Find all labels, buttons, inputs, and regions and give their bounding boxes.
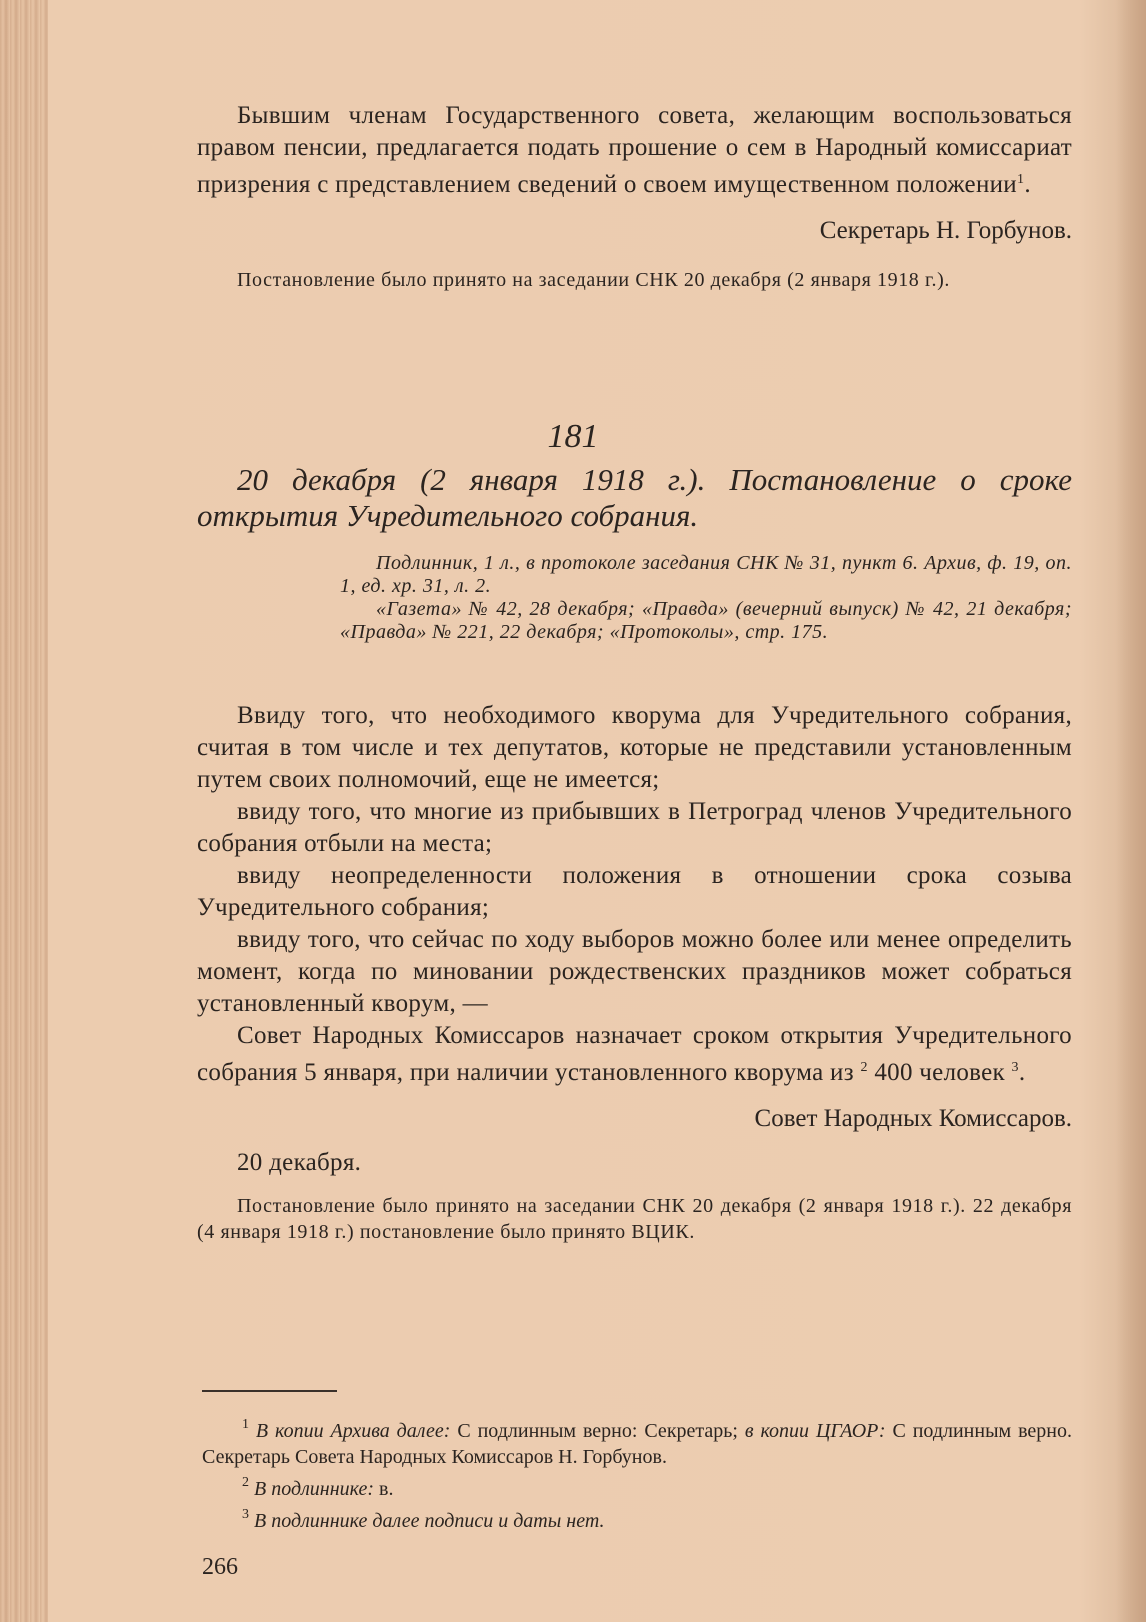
- source-line-1: Подлинник, 1 л., в протоколе заседания СНК № 31, пункт 6. Архив, ф. 19, оп. 1, ед. хр. 31, л. 2.: [340, 552, 1072, 597]
- footnote-1-italic-b: в копии ЦГАОР:: [744, 1420, 886, 1442]
- footnote-2: [202, 1470, 1072, 1502]
- body-paragraph-5: [197, 1020, 1072, 1089]
- book-spine-shadow: [0, 0, 48, 1622]
- heading-block: [197, 462, 1072, 534]
- footnotes: [202, 1412, 1072, 1534]
- p5-text-a: Совет Народных Комиссаров назначает сроком открытия Учредительного собрания 5 января, при наличии установленного кворума из: [197, 1022, 1072, 1086]
- document-heading: 20 декабря (2 января 1918 г.). Постановление о сроке открытия Учредительного собрания.: [197, 462, 1072, 533]
- footnote-3-italic: В подлиннике далее подписи и даты нет.: [254, 1510, 605, 1532]
- intro-paragraph: [197, 100, 1072, 201]
- intro-note: Постановление было принято на заседании СНК 20 декабря (2 января 1918 г.).: [237, 269, 951, 291]
- footnote-rule: [202, 1390, 337, 1392]
- body-paragraph-2: ввиду того, что многие из прибывших в Петроград членов Учредительного собрания отбыли на места;: [197, 798, 1072, 857]
- p5-text-b: 400 человек: [874, 1059, 1005, 1086]
- footnote-mark: 1: [242, 1417, 249, 1432]
- body-paragraph-4: ввиду того, что сейчас по ходу выборов можно более или менее определить момент, когда по миновании рождественских праздников может собраться установленный кворум, —: [197, 926, 1072, 1017]
- body-paragraph-3: ввиду неопределенности положения в отношении срока созыва Учредительного собрания;: [197, 862, 1072, 921]
- body-date: 20 декабря.: [237, 1149, 362, 1176]
- footnote-mark: 2: [860, 1060, 868, 1075]
- page-edge-shadow: [1116, 0, 1146, 1622]
- body-signature: Совет Народных Комиссаров.: [754, 1105, 1072, 1132]
- p5-text-c: .: [1018, 1059, 1026, 1086]
- intro-tail: .: [1024, 171, 1031, 198]
- footnote-mark: 2: [242, 1475, 249, 1490]
- footnote-1-italic-a: В копии Архива далее:: [255, 1420, 451, 1442]
- footnote-mark: 3: [1011, 1060, 1019, 1075]
- intro-signature: Секретарь Н. Горбунов.: [819, 217, 1072, 244]
- intro-text: Бывшим членам Государственного совета, желающим воспользоваться правом пенсии, предлагается подать прошение о сем в Народный комиссариат призрения с представлением сведений о своем имущественном положении: [197, 102, 1072, 198]
- footnote-mark: 3: [242, 1507, 249, 1522]
- footnote-1-text-a: С подлинным верно: Секретарь;: [457, 1420, 738, 1442]
- document-number: 181: [547, 418, 599, 455]
- footnote-2-text: в.: [379, 1478, 394, 1500]
- source-citation: [340, 552, 1072, 644]
- resolution-body: [197, 700, 1072, 1245]
- footnote-mark: 1: [1017, 172, 1025, 187]
- footnote-1: [202, 1412, 1072, 1470]
- body-paragraph-1: Ввиду того, что необходимого кворума для Учредительного собрания, считая в том числе и тех депутатов, которые не представили установленным путем своих полномочий, еще не имеется;: [197, 702, 1072, 793]
- source-line-2: «Газета» № 42, 28 декабря; «Правда» (вечерний выпуск) № 42, 21 декабря; «Правда» № 221, 22 декабря; «Протоколы», стр. 175.: [340, 598, 1072, 643]
- footnote-3: [202, 1502, 1072, 1534]
- footnote-1-text-b: С подлинным верно. Секретарь Совета Народных Комиссаров Н. Горбунов.: [202, 1420, 1072, 1468]
- page-number: 266: [202, 1554, 238, 1580]
- footnote-2-italic: В подлиннике:: [254, 1478, 375, 1500]
- body-note: Постановление было принято на заседании СНК 20 декабря (2 января 1918 г.). 22 декабря (4 января 1918 г.) постановление было принято ВЦИК.: [197, 1195, 1072, 1243]
- intro-block: [197, 100, 1072, 293]
